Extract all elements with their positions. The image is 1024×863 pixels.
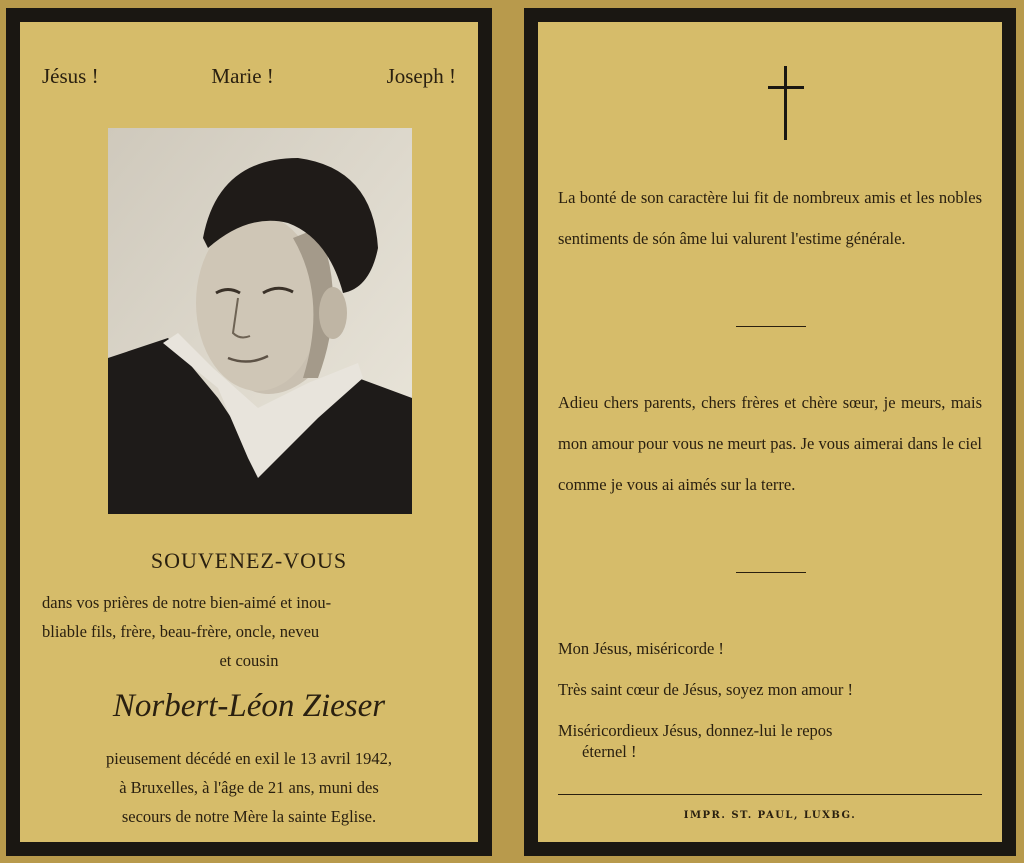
farewell-paragraph: Adieu chers parents, chers frères et chère sœur, je meurs, mais mon amour pour vous ne meurt pas. Je vous aimerai dans le ciel comme je vous ai aimés sur la terre. — [558, 393, 982, 494]
name-joseph: Joseph ! — [386, 64, 456, 88]
invocations — [558, 628, 982, 765]
memorial-card-left — [6, 8, 492, 856]
invocation-3-continuation: éternel ! — [582, 742, 637, 761]
footer-rule — [558, 794, 982, 795]
printer-credit: IMPR. ST. PAUL, LUXBG. — [683, 810, 857, 821]
separator-line — [736, 572, 806, 573]
portrait-photo — [108, 128, 412, 514]
prayer-line-2: bliable fils, frère, beau-frère, oncle, neveu — [42, 622, 320, 641]
cross-icon — [768, 66, 804, 140]
prayer-line-3: et cousin — [219, 651, 279, 670]
invocation-3: Miséricordieux Jésus, donnez-lui le repos — [558, 721, 833, 740]
prayer-text — [42, 588, 456, 675]
invocation-1: Mon Jésus, miséricorde ! — [558, 639, 724, 658]
character-paragraph: La bonté de son caractère lui fit de nombreux amis et les nobles sentiments de són âme lui valurent l'estime générale. — [558, 188, 982, 248]
prayer-line-1: dans vos prières de notre bien-aimé et inou- — [42, 593, 332, 612]
invocation-2: Très saint cœur de Jésus, soyez mon amour ! — [558, 680, 853, 699]
death-line-3: secours de notre Mère la sainte Eglise. — [121, 807, 377, 826]
death-line-2: à Bruxelles, à l'âge de 21 ans, muni des — [119, 778, 379, 797]
name-jesus: Jésus ! — [42, 64, 99, 88]
deceased-name: Norbert-Léon Zieser — [112, 688, 386, 724]
separator-line — [736, 326, 806, 327]
name-marie: Marie ! — [211, 64, 274, 88]
souvenez-vous-heading: SOUVENEZ-VOUS — [150, 548, 348, 573]
death-line-1: pieusement décédé en exil le 13 avril 1942, — [106, 749, 392, 768]
memorial-card-right — [524, 8, 1016, 856]
death-details — [42, 744, 456, 831]
holy-names — [42, 64, 456, 89]
